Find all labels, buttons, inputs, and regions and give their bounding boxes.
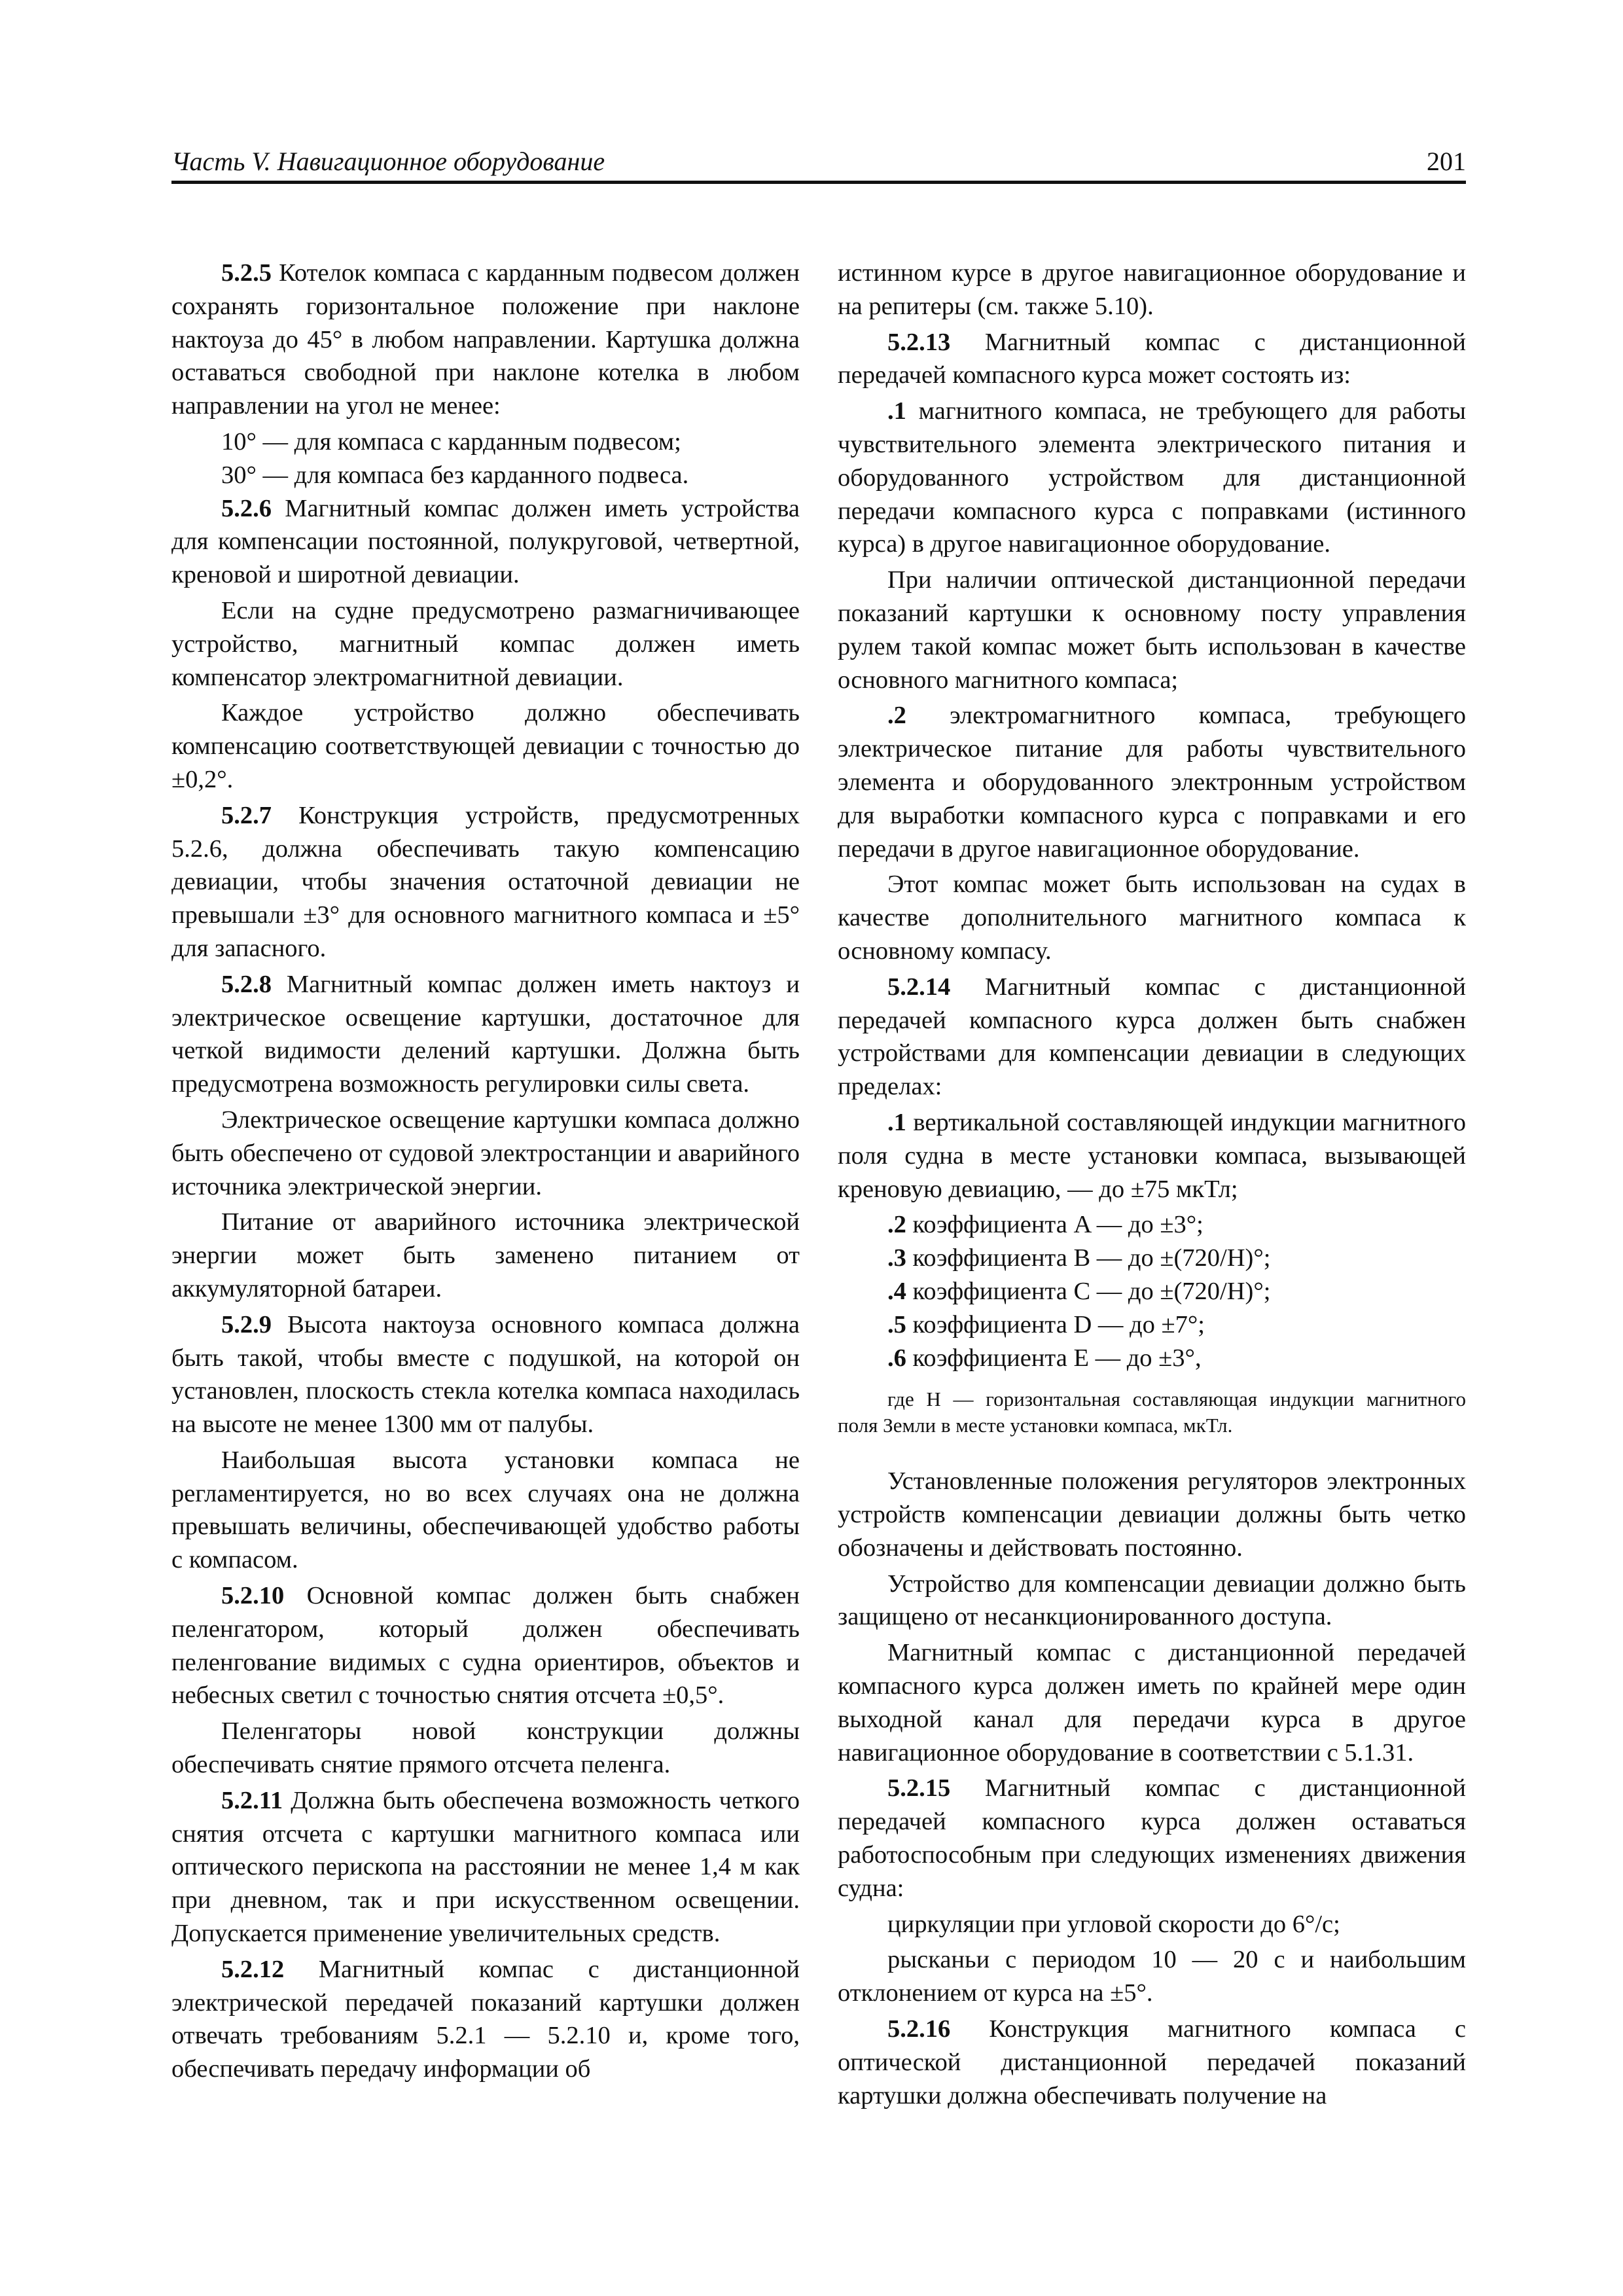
clause-number: 5.2.6 — [221, 494, 272, 522]
paragraph-text: коэффициента D — до ±7°; — [906, 1310, 1205, 1338]
paragraph-5-2-9 — [171, 1308, 800, 1441]
subitem-number: .6 — [887, 1344, 906, 1372]
subitem-4 — [838, 1275, 1466, 1308]
paragraph-text: Магнитный компас с дистанционной передачей компасного курса должен быть снабжен устройствами для компенсации девиации в следующих пределах: — [838, 973, 1466, 1101]
paragraph: Устройство для компенсации девиации должно быть защищено от несанкционированного доступа. — [838, 1570, 1466, 1631]
paragraph-text: вертикальной составляющей индукции магнитного поля судна в месте установки компаса, вызывающей креновую девиацию, — до ±75 мкТл; — [838, 1108, 1466, 1203]
clause-number: 5.2.11 — [221, 1786, 283, 1814]
paragraph: Наибольшая высота установки компаса не регламентируется, но во всех случаях она не должна превышать величины, обеспечивающей удобство работы с компасом. — [171, 1446, 800, 1574]
paragraph-5-2-6 — [171, 492, 800, 592]
clause-number: 5.2.15 — [887, 1774, 951, 1803]
subitem-1 — [838, 1106, 1466, 1206]
running-header — [171, 145, 1466, 184]
clause-number: 5.2.8 — [221, 970, 272, 998]
paragraph-text: коэффициента E — до ±3°, — [906, 1344, 1202, 1372]
subitem-number: .1 — [887, 1108, 906, 1136]
paragraph: Каждое устройство должно обеспечивать компенсацию соответствующей девиации с точностью до ±0,2°. — [171, 699, 800, 793]
paragraph-5-2-11 — [171, 1784, 800, 1950]
clause-number: 5.2.10 — [221, 1582, 285, 1610]
paragraph: При наличии оптической дистанционной передачи показаний картушки к основному посту управления рулем такой компас может быть использован в качестве основного магнитного компаса; — [838, 566, 1466, 694]
paragraph-text: Конструкция устройств, предусмотренных 5.2.6, должна обеспечивать такую компенсацию девиации, чтобы значения остаточной девиации не превышали ±3° для основного магнитного компаса и ±5° для запасного. — [171, 801, 800, 962]
clause-number: 5.2.12 — [221, 1955, 285, 1983]
subitem-number: .1 — [887, 397, 906, 425]
clause-number: 5.2.14 — [887, 973, 951, 1001]
paragraph-5-2-10 — [171, 1579, 800, 1712]
right-column — [838, 257, 1466, 2115]
paragraph-text: Основной компас должен быть снабжен пеленгатором, который должен обеспечивать пеленгование видимых с судна ориентиров, объектов и небесных светил с точностью снятия отсчета ±0,5°. — [171, 1582, 800, 1710]
paragraph: Этот компас может быть использован на судах в качестве дополнительного магнитного компаса к основному компасу. — [838, 870, 1466, 965]
paragraph-text: Магнитный компас с дистанционной передачей компасного курса должен оставаться работоспособным при следующих изменениях движения судна: — [838, 1774, 1466, 1902]
clause-number: 5.2.16 — [887, 2015, 951, 2043]
clause-number: 5.2.13 — [887, 328, 951, 356]
subitem-2 — [838, 1208, 1466, 1242]
paragraph: Питание от аварийного источника электрической энергии может быть заменено питанием от аккумуляторной батареи. — [171, 1208, 800, 1302]
paragraph-text: Магнитный компас должен иметь устройства для компенсации постоянной, полукруговой, четвертной, креновой и широтной девиации. — [171, 494, 800, 589]
clause-number: 5.2.9 — [221, 1310, 272, 1338]
paragraph: Установленные положения регуляторов электронных устройств компенсации девиации должны быть четко обозначены и действовать постоянно. — [838, 1467, 1466, 1562]
paragraph-text: магнитного компаса, не требующего для работы чувствительного элемента электрического питания и оборудованного устройством для дистанционной передачи компасного курса с поправками (истинного курса) в другое навигационное оборудование. — [838, 397, 1466, 558]
paragraph-5-2-16 — [838, 2013, 1466, 2112]
page-number: 201 — [1427, 147, 1466, 176]
paragraph-text: Магнитный компас с дистанционной электрической передачей показаний картушки должен отвечать требованиям 5.2.1 — 5.2.10 и, кроме того, обеспечивать передачу информации об — [171, 1955, 800, 2083]
paragraph: Электрическое освещение картушки компаса должно быть обеспечено от судовой электростанции и аварийного источника электрической энергии. — [171, 1105, 800, 1200]
paragraph-5-2-12 — [171, 1953, 800, 2086]
paragraph-text: коэффициента C — до ±(720/H)°; — [906, 1277, 1271, 1305]
subitem-1 — [838, 395, 1466, 561]
subitem-number: .4 — [887, 1277, 906, 1305]
paragraph-5-2-14 — [838, 971, 1466, 1103]
paragraph-text: Конструкция магнитного компаса с оптической дистанционной передачей показаний картушки должна обеспечивать получение на — [838, 2015, 1466, 2109]
paragraph-text: коэффициента A — до ±3°; — [906, 1211, 1204, 1239]
list-item: 30° — для компаса без карданного подвеса. — [221, 461, 689, 489]
paragraph-text: Должна быть обеспечена возможность четкого снятия отсчета с картушки магнитного компаса или оптического перископа на расстоянии не менее 1,4 м как при дневном, так и при искусственном освещении. Допускается применение увеличительных средств. — [171, 1786, 800, 1948]
paragraph-text: электромагнитного компаса, требующего электрическое питание для работы чувствительного элемента и оборудованного электронным устройством для выработки компасного курса с поправками и его передачи в другое навигационное оборудование. — [838, 702, 1466, 863]
subitem-5 — [838, 1308, 1466, 1342]
left-column — [171, 257, 800, 2089]
footnote: где H — горизонтальная составляющая индукции магнитного поля Земли в месте установки компаса, мкТл. — [838, 1388, 1466, 1437]
paragraph: Если на судне предусмотрено размагничивающее устройство, магнитный компас должен иметь компенсатор электромагнитной девиации. — [171, 596, 800, 691]
paragraph-text: Котелок компаса с карданным подвесом должен сохранять горизонтальное положение при наклоне нактоуза до 45° в любом направлении. Картушка должна оставаться свободной при наклоне котелка в любом направлении на угол не менее: — [171, 259, 800, 420]
subitem-number: .2 — [887, 1211, 906, 1239]
paragraph-5-2-13 — [838, 326, 1466, 393]
paragraph-text: Магнитный компас должен иметь нактоуз и электрическое освещение картушки, достаточное для четкой видимости делений картушки. Должна быть предусмотрена возможность регулировки силы света. — [171, 970, 800, 1098]
paragraph-continuation: истинном курсе в другое навигационное оборудование и на репитеры (см. также 5.10). — [838, 259, 1466, 320]
paragraph: рысканьи с периодом 10 — 20 с и наибольшим отклонением от курса на ±5°. — [838, 1946, 1466, 2007]
clause-number: 5.2.5 — [221, 259, 272, 287]
clause-number: 5.2.7 — [221, 801, 272, 829]
list-item: 10° — для компаса с карданным подвесом; — [221, 427, 681, 456]
paragraph: Магнитный компас с дистанционной передачей компасного курса должен иметь по крайней мере один выходной канал для передачи курса в другое навигационное оборудование в соответствии с 5.1.31. — [838, 1639, 1466, 1767]
subitem-2 — [838, 699, 1466, 865]
paragraph-5-2-5 — [171, 257, 800, 423]
subitem-6 — [838, 1342, 1466, 1375]
paragraph-text: Высота нактоуза основного компаса должна быть такой, чтобы вместе с подушкой, на которой он установлен, плоскость стекла котелка компаса находилась на высоте не менее 1300 мм от палубы. — [171, 1310, 800, 1439]
paragraph: циркуляции при угловой скорости до 6°/с; — [887, 1910, 1340, 1938]
subitem-number: .2 — [887, 702, 906, 730]
header-title: Часть V. Навигационное оборудование — [171, 147, 605, 176]
subitem-number: .3 — [887, 1244, 906, 1272]
paragraph-5-2-8 — [171, 968, 800, 1101]
subitem-number: .5 — [887, 1310, 906, 1338]
paragraph-text: коэффициента B — до ±(720/H)°; — [906, 1244, 1271, 1272]
paragraph-text: Магнитный компас с дистанционной передачей компасного курса может состоять из: — [838, 328, 1466, 389]
paragraph-5-2-15 — [838, 1772, 1466, 1905]
subitem-3 — [838, 1242, 1466, 1275]
paragraph: Пеленгаторы новой конструкции должны обеспечивать снятие прямого отсчета пеленга. — [171, 1717, 800, 1779]
paragraph-5-2-7 — [171, 799, 800, 965]
